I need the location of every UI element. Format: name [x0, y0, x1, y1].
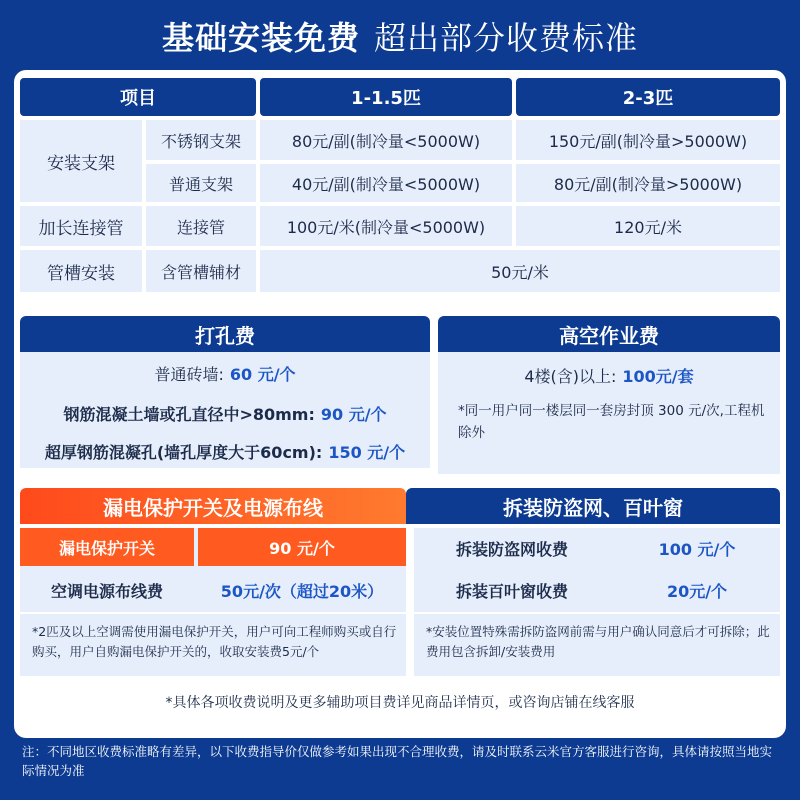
header-title-bold: 基础安装免费: [161, 19, 360, 57]
leak-r1-price: 90 元/个: [198, 528, 406, 566]
normal-bracket-price-b: 80元/副(制冷量>5000W): [516, 164, 780, 202]
drill-r2-price: 90 元/个: [320, 404, 387, 424]
remove-r1-label: 拆装防盗网收费: [455, 539, 568, 559]
drill-r3-label: 超厚钢筋混凝孔(墙孔厚度大于60cm):: [44, 442, 323, 462]
col-header-2-3: 2-3匹: [516, 78, 780, 116]
steel-bracket-price-a: 80元/副(制冷量<5000W): [260, 120, 512, 160]
header-title-thin: 超出部分收费标准: [374, 19, 639, 57]
remove-r2-price: 20元/个: [666, 581, 728, 601]
drill-row-2: [20, 398, 430, 428]
pipe-price-a: 100元/米(制冷量<5000W): [260, 206, 512, 246]
leak-r2-label: 空调电源布线费: [50, 581, 163, 601]
high-row-1: [438, 360, 780, 390]
remove-r2-label: 拆装百叶窗收费: [455, 581, 568, 601]
bottom-note: *具体各项收费说明及更多辅助项目费详见商品详情页，或咨询店铺在线客服: [165, 695, 635, 711]
high-note: *同一用户同一楼层同一套房封顶 300 元/次,工程机除外: [458, 403, 765, 441]
drill-box: [20, 352, 430, 468]
remove-r1-price: 100 元/个: [658, 539, 736, 559]
drill-r1-price: 60 元/个: [229, 364, 296, 384]
pipe-price-b: 120元/米: [516, 206, 780, 246]
drill-row-1: [20, 358, 430, 388]
bracket-group-label: 安装支架: [20, 120, 142, 202]
drill-r3-price: 150 元/个: [328, 442, 406, 462]
duct-label: 含管槽辅材: [146, 250, 256, 292]
normal-bracket-price-a: 40元/副(制冷量<5000W): [260, 164, 512, 202]
leak-r1-label: 漏电保护开关: [20, 528, 194, 566]
drill-r1-label: 普通砖墙:: [154, 364, 224, 384]
high-r1-price: 100元/套: [622, 366, 694, 386]
high-title: 高空作业费: [438, 316, 780, 352]
footer-disclaimer: 注：不同地区收费标准略有差异，以下收费指导价仅做参考如果出现不合理收费，请及时联系云米官方客服进行咨询，具体请按照当地实际情况为准: [22, 744, 773, 778]
leak-r2-price: 50元/次（超过20米）: [220, 581, 384, 601]
duct-price: 50元/米: [260, 250, 780, 292]
col-header-item: 项目: [20, 78, 256, 116]
steel-bracket-price-b: 150元/副(制冷量>5000W): [516, 120, 780, 160]
duct-group-label: 管槽安装: [20, 250, 142, 292]
col-header-1-1.5: 1-1.5匹: [260, 78, 512, 116]
leak-title: 漏电保护开关及电源布线: [20, 488, 406, 524]
content-panel: [14, 70, 786, 738]
pipe-group-label: 加长连接管: [20, 206, 142, 246]
remove-divider: [414, 612, 780, 614]
page-header: [0, 0, 800, 72]
drill-r2-label: 钢筋混凝土墙或孔直径中>80mm:: [63, 404, 315, 424]
high-r1-label: 4楼(含)以上:: [524, 366, 617, 386]
drill-title: 打孔费: [20, 316, 430, 352]
drill-row-3: [20, 436, 430, 466]
remove-title: 拆装防盗网、百叶窗: [406, 488, 780, 524]
pipe-label: 连接管: [146, 206, 256, 246]
steel-bracket-label: 不锈钢支架: [146, 120, 256, 160]
remove-note: *安装位置特殊需拆防盗网前需与用户确认同意后才可拆除；此费用包含拆卸/安装费用: [426, 624, 770, 659]
leak-box: [20, 528, 406, 676]
leak-divider: [20, 612, 406, 614]
normal-bracket-label: 普通支架: [146, 164, 256, 202]
high-box: [438, 352, 780, 474]
remove-box: [414, 528, 780, 676]
leak-note: *2匹及以上空调需使用漏电保护开关，用户可向工程师购买或自行购买，用户自购漏电保护开关的，收取安装费5元/个: [32, 624, 397, 659]
